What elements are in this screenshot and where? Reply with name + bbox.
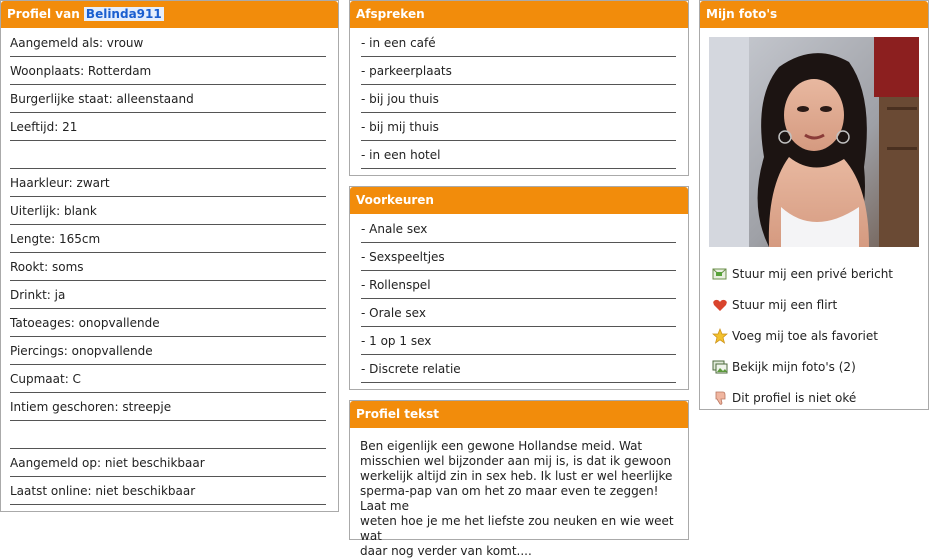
detail-row: Tatoeages: onopvallende [10, 309, 326, 337]
action-label: Stuur mij een flirt [732, 297, 838, 312]
list-item: - bij jou thuis [361, 85, 676, 113]
fotos-header: Mijn foto's [700, 1, 928, 28]
profile-actions [712, 258, 893, 413]
view-photos-link[interactable] [712, 351, 893, 382]
profile-text-line: misschien wel bijzonder aan mij is, is dat ik gewoon [360, 454, 672, 468]
afspreken-panel [349, 0, 689, 176]
detail-row: Uiterlijk: blank [10, 197, 326, 225]
voorkeuren-list [350, 215, 688, 383]
detail-row: Laatst online: niet beschikbaar [10, 477, 326, 505]
report-profile-link[interactable] [712, 382, 893, 413]
profile-text-line: werkelijk altijd zin in sex heb. Ik lust er wel heerlijke [360, 469, 673, 483]
profile-text-line: sperma-pap van om het zo maar even te zeggen! Laat me [360, 484, 659, 513]
thumbs-down-icon [712, 390, 728, 406]
action-label: Bekijk mijn foto's (2) [732, 359, 856, 374]
profile-text-line: Ben eigenlijk een gewone Hollandse meid. Wat [360, 439, 643, 453]
detail-row-empty [10, 421, 326, 449]
list-item: - bij mij thuis [361, 113, 676, 141]
profile-header [1, 1, 338, 28]
action-label: Dit profiel is niet oké [732, 390, 857, 405]
fotos-panel [699, 0, 929, 410]
list-item: - Sexspeeltjes [361, 243, 676, 271]
action-label: Voeg mij toe als favoriet [732, 328, 878, 343]
profile-text-line: daar nog verder van komt.... [360, 544, 532, 558]
detail-row-empty [10, 141, 326, 169]
afspreken-header: Afspreken [350, 1, 688, 28]
star-icon [712, 328, 728, 344]
heart-icon [712, 297, 728, 313]
detail-row: Burgerlijke staat: alleenstaand [10, 85, 326, 113]
voorkeuren-panel [349, 186, 689, 390]
profile-header-prefix: Profiel van [7, 7, 84, 21]
detail-row: Rookt: soms [10, 253, 326, 281]
profile-photo[interactable] [709, 37, 919, 247]
list-item: - in een café [361, 29, 676, 57]
profiel-tekst-panel [349, 400, 689, 558]
detail-row: Cupmaat: C [10, 365, 326, 393]
detail-row: Lengte: 165cm [10, 225, 326, 253]
detail-row: Aangemeld als: vrouw [10, 29, 326, 57]
detail-row: Haarkleur: zwart [10, 169, 326, 197]
profile-username: Belinda911 [85, 7, 162, 21]
list-item: - Discrete relatie [361, 355, 676, 383]
send-private-message-link[interactable] [712, 258, 893, 289]
voorkeuren-header: Voorkeuren [350, 187, 688, 214]
detail-row: Woonplaats: Rotterdam [10, 57, 326, 85]
list-item: - parkeerplaats [361, 57, 676, 85]
detail-row: Piercings: onopvallende [10, 337, 326, 365]
list-item: - Orale sex [361, 299, 676, 327]
profile-text [350, 428, 688, 559]
profile-text-line: weten hoe je me het liefste zou neuken en wie weet wat [360, 514, 674, 543]
afspreken-list [350, 29, 688, 169]
profiel-tekst-header: Profiel tekst [350, 401, 688, 428]
profile-panel [0, 0, 339, 512]
photos-icon [712, 359, 728, 375]
detail-row: Intiem geschoren: streepje [10, 393, 326, 421]
add-favorite-link[interactable] [712, 320, 893, 351]
detail-row: Drinkt: ja [10, 281, 326, 309]
envelope-icon [712, 266, 728, 282]
send-flirt-link[interactable] [712, 289, 893, 320]
action-label: Stuur mij een privé bericht [732, 266, 893, 281]
list-item: - Rollenspel [361, 271, 676, 299]
list-item: - 1 op 1 sex [361, 327, 676, 355]
detail-row: Leeftijd: 21 [10, 113, 326, 141]
detail-row: Aangemeld op: niet beschikbaar [10, 449, 326, 477]
profile-details [1, 29, 338, 505]
list-item: - Anale sex [361, 215, 676, 243]
list-item: - in een hotel [361, 141, 676, 169]
